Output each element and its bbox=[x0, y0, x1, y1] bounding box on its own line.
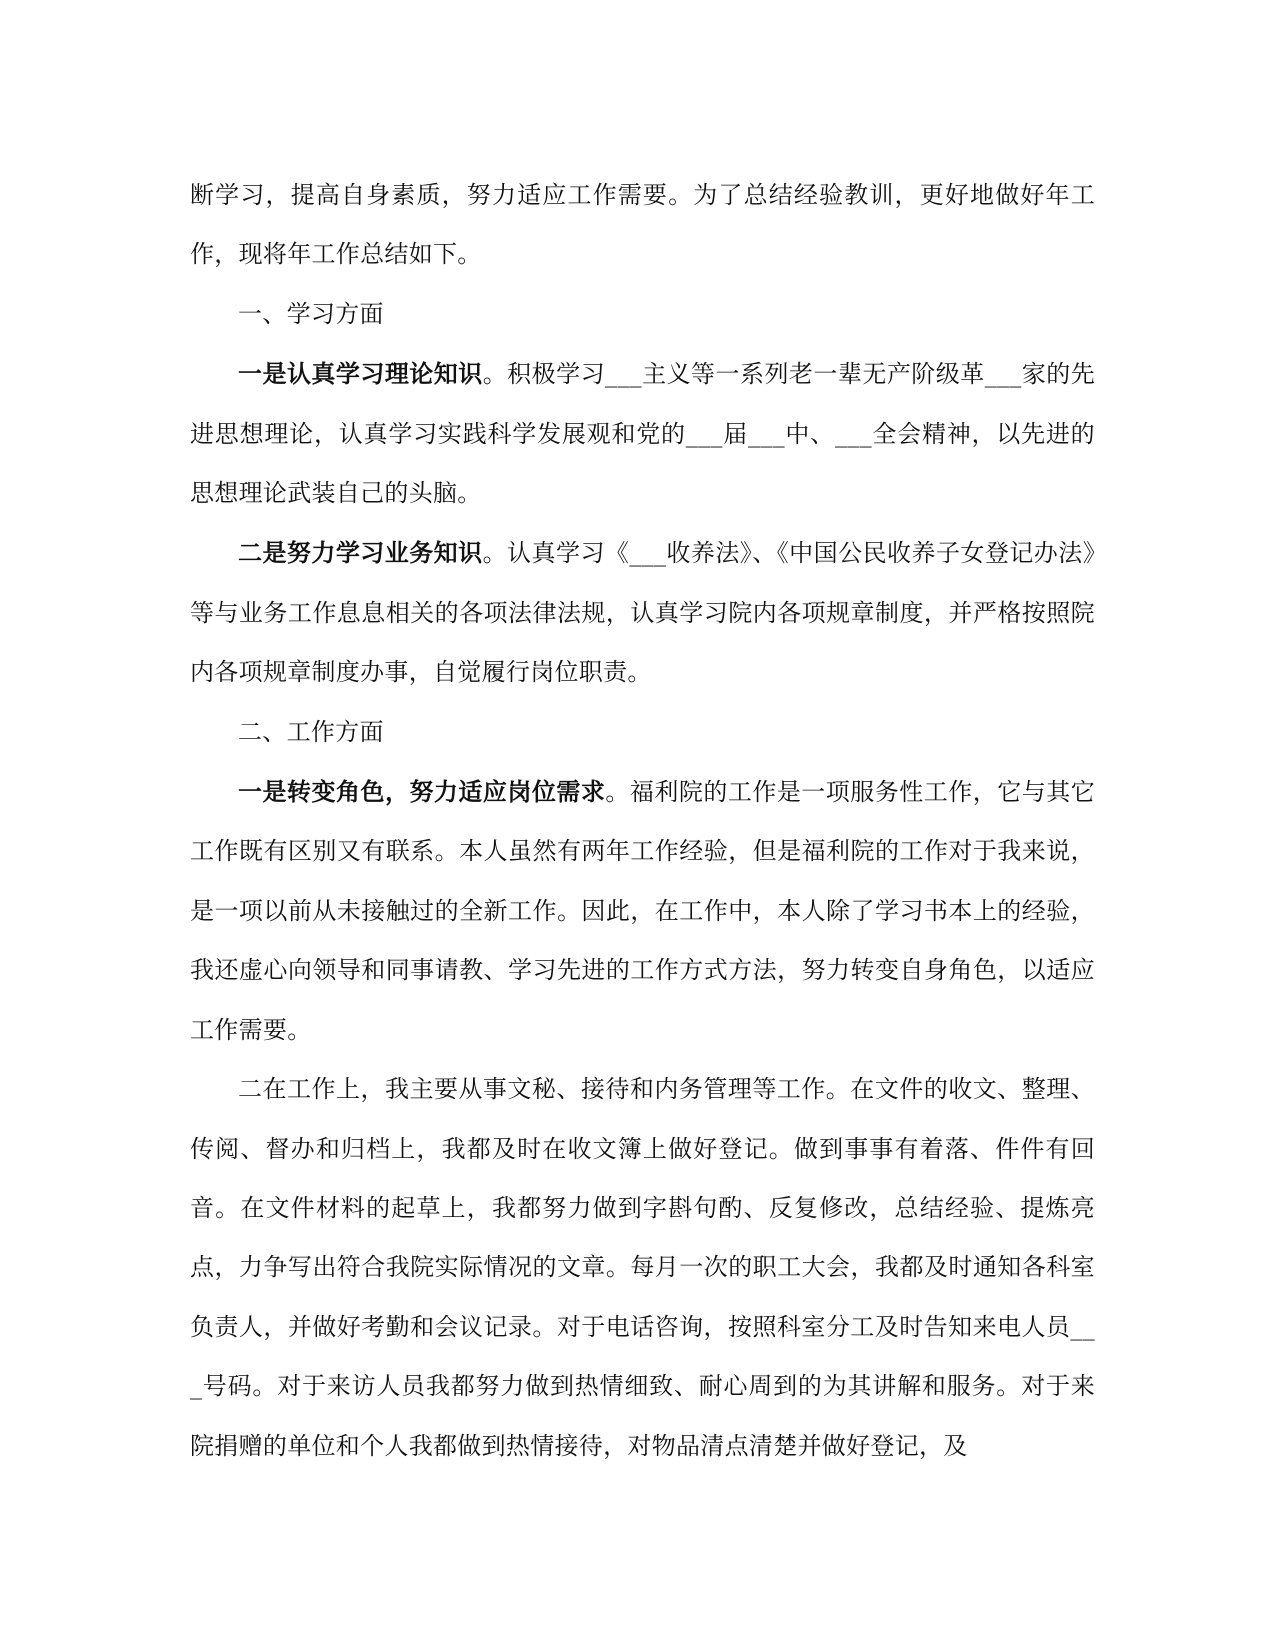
paragraph-lead-bold: 二是努力学习业务知识 bbox=[238, 538, 483, 568]
paragraph-text: 二在工作上，我主要从事文秘、接待和内务管理等工作。在文件的收文、整理、传阅、督办和归档上，我都及时在收文簿上做好登记。做到事事有着落、件件有回音。在文件材料的起草上，我都努力做到字斟句酌、反复修改，总结经验、提炼亮点，力争写出符合我院实际情况的文章。每月一次的职工大会，我都及时通知各科室负责人，并做好考勤和会议记录。对于电话咨询，按照科室分工及时告知来电人员___号码。对于来访人员我都努力做到热情细致、耐心周到的为其讲解和服务。对于来院捐赠的单位和个人我都做到热情接待，对物品清点清楚并做好登记，及 bbox=[190, 1075, 1095, 1460]
section-heading-study bbox=[190, 285, 1095, 344]
paragraph-intro bbox=[190, 166, 1095, 285]
paragraph-work-role bbox=[190, 762, 1095, 1060]
paragraph-lead-bold: 一是转变角色，努力适应岗位需求 bbox=[238, 777, 606, 807]
paragraph-text: 。认真学习《___收养法》、《中国公民收养子女登记办法》等与业务工作息息相关的各项法律法规，认真学习院内各项规章制度，并严格按照院内各项规章制度办事，自觉履行岗位职责。 bbox=[190, 539, 1096, 687]
paragraph-text: 。福利院的工作是一项服务性工作，它与其它工作既有区别又有联系。本人虽然有两年工作经验，但是福利院的工作对于我来说，是一项以前从未接触过的全新工作。因此，在工作中，本人除了学习书本上的经验，我还虚心向领导和同事请教、学习先进的工作方式方法，努力转变自身角色，以适应工作需要。 bbox=[190, 778, 1096, 1044]
paragraph-text: 。积极学习___主义等一系列老一辈无产阶级革___家的先进思想理论，认真学习实践科学发展观和党的___届___中、___全会精神，以先进的思想理论武装自己的头脑。 bbox=[190, 360, 1095, 508]
heading-text: 一、学习方面 bbox=[238, 299, 384, 328]
paragraph-lead-bold: 一是认真学习理论知识 bbox=[238, 359, 483, 389]
section-heading-work bbox=[190, 703, 1095, 762]
paragraph-text: 断学习，提高自身素质，努力适应工作需要。为了总结经验教训，更好地做好年工作，现将年工作总结如下。 bbox=[190, 181, 1095, 269]
heading-text: 二、工作方面 bbox=[238, 717, 384, 746]
paragraph-study-theory bbox=[190, 344, 1095, 523]
paragraph-study-business bbox=[190, 523, 1095, 702]
document-page bbox=[190, 166, 1095, 1476]
paragraph-work-duties bbox=[190, 1060, 1095, 1476]
